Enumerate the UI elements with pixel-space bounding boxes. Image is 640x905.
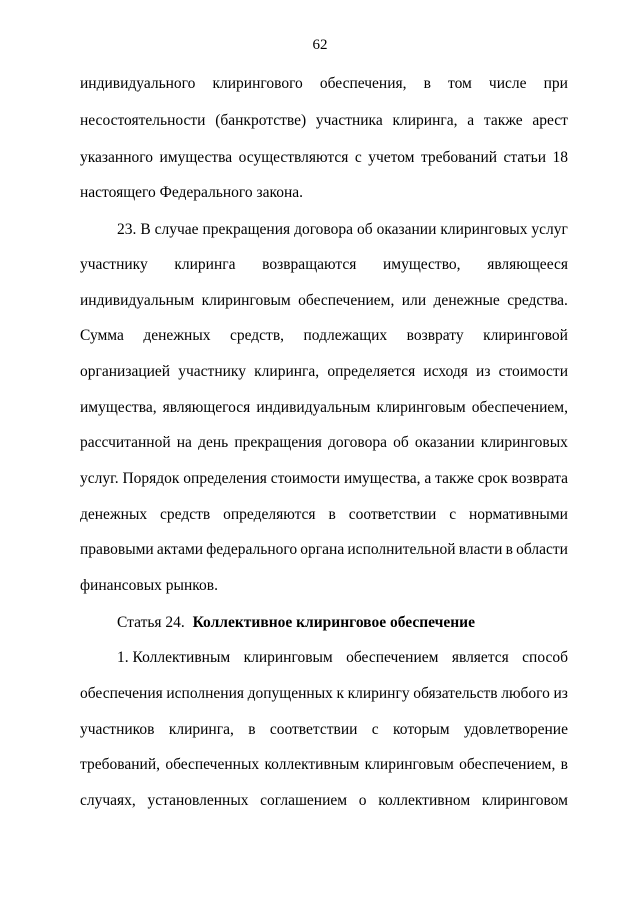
- word: средства.: [507, 292, 568, 309]
- text-line: [80, 469, 568, 489]
- word: возврата: [511, 470, 568, 487]
- word: удовлетворение: [463, 721, 568, 738]
- word: договора: [294, 221, 354, 238]
- word: с: [449, 506, 457, 523]
- word: клирингу: [347, 685, 410, 702]
- word: клиринговым: [364, 756, 454, 773]
- word: участника: [315, 112, 383, 129]
- word: обеспеченных: [165, 756, 260, 773]
- word: средств,: [229, 327, 285, 344]
- word: обеспечения: [80, 685, 163, 702]
- word: при: [543, 75, 568, 92]
- word: стоимости: [270, 470, 341, 487]
- word: 18: [552, 149, 568, 166]
- word: коллективным: [264, 756, 360, 773]
- word: денежных: [80, 506, 148, 523]
- word: которым: [393, 721, 450, 738]
- text-line: [80, 684, 568, 704]
- word: индивидуальным: [80, 292, 195, 309]
- word: рассчитанной: [80, 434, 171, 451]
- word: организацией: [80, 363, 171, 380]
- word: о: [358, 792, 367, 809]
- text-line: [80, 540, 568, 560]
- word: обеспечением,: [298, 292, 395, 309]
- word: клиринга,: [392, 112, 458, 129]
- word: клирингового: [212, 75, 303, 92]
- word: требований,: [80, 756, 160, 773]
- word: клиринговом: [481, 792, 568, 809]
- word: клиринга,: [254, 363, 320, 380]
- word: являющегося: [162, 399, 251, 416]
- paragraph-first-line: [117, 648, 568, 668]
- word: В: [140, 221, 151, 238]
- word: участников: [80, 721, 155, 738]
- word: денежные: [433, 292, 500, 309]
- word: договора: [328, 434, 387, 451]
- word: из: [553, 685, 568, 702]
- word: с: [371, 721, 379, 738]
- word: услуг.: [80, 470, 119, 487]
- text-line: [80, 255, 568, 275]
- word: к: [336, 685, 344, 702]
- word: имущество,: [383, 256, 461, 273]
- word: из: [476, 363, 491, 380]
- word: также: [435, 470, 474, 487]
- text-line: [80, 791, 568, 811]
- word: указанного: [80, 149, 153, 166]
- word: обеспечением,: [471, 399, 568, 416]
- word: статьи: [503, 149, 546, 166]
- word: (банкротстве): [215, 112, 307, 129]
- word: а: [424, 470, 432, 487]
- word: индивидуальным: [256, 399, 371, 416]
- word: об: [356, 221, 373, 238]
- word: установленных: [147, 792, 249, 809]
- word: а: [467, 112, 475, 129]
- word: стоимости: [498, 363, 568, 380]
- word: участнику: [178, 363, 246, 380]
- article-label: Статья 24.: [117, 614, 185, 631]
- word: на: [176, 434, 192, 451]
- word: прекращения: [234, 434, 322, 451]
- word: возвращаются: [262, 256, 357, 273]
- word: обязательств: [413, 685, 498, 702]
- text-line: [80, 398, 568, 418]
- word: соответствии: [269, 721, 358, 738]
- word: клиринговых: [440, 221, 528, 238]
- word: соответствии: [348, 506, 437, 523]
- word: имущества,: [80, 399, 157, 416]
- word: в: [560, 756, 568, 773]
- word: прекращения: [202, 221, 291, 238]
- word: осуществляются: [238, 149, 349, 166]
- word: об: [393, 434, 409, 451]
- word: исполнительной: [347, 541, 456, 558]
- text-line: [80, 720, 568, 740]
- word: клиринговым: [201, 292, 291, 309]
- word: клиринговым: [376, 399, 466, 416]
- word: Порядок: [122, 470, 180, 487]
- word: имущества: [159, 149, 233, 166]
- word: числе: [488, 75, 527, 92]
- word: соглашением: [260, 792, 348, 809]
- word: обеспечением: [346, 649, 439, 666]
- word: 23.: [117, 221, 137, 238]
- text-line: [80, 111, 568, 131]
- word: обеспечения,: [319, 75, 407, 92]
- word: участнику: [80, 256, 148, 273]
- word: в: [328, 506, 336, 523]
- word: возврату: [406, 327, 464, 344]
- word: власти: [458, 541, 503, 558]
- word: исходя: [423, 363, 468, 380]
- word: требований: [420, 149, 498, 166]
- word: коллективном: [378, 792, 471, 809]
- word: нормативными: [468, 506, 568, 523]
- article-heading: [117, 613, 605, 633]
- page-number: 62: [312, 37, 328, 53]
- paragraph-first-line: [117, 220, 568, 240]
- word: клиринговых: [480, 434, 568, 451]
- word: средств: [160, 506, 211, 523]
- word: срок: [477, 470, 508, 487]
- word: Сумма: [80, 327, 124, 344]
- word: определяются: [223, 506, 316, 523]
- word: способ: [522, 649, 568, 666]
- text-line: [80, 433, 568, 453]
- word: или: [401, 292, 427, 309]
- word: день: [198, 434, 229, 451]
- word: индивидуального: [80, 75, 196, 92]
- word: том: [448, 75, 472, 92]
- text-line: [80, 291, 568, 311]
- word: являющееся: [487, 256, 568, 273]
- word: клиринга,: [168, 721, 234, 738]
- word: денежных: [143, 327, 211, 344]
- word: оказании: [376, 221, 437, 238]
- word: исполнения: [166, 685, 245, 702]
- text-line: финансовых рынков.: [80, 577, 218, 594]
- word: является: [451, 649, 509, 666]
- word: учетом: [368, 149, 415, 166]
- word: случае: [154, 221, 199, 238]
- word: правовыми: [80, 541, 154, 558]
- text-line: [80, 148, 568, 168]
- word: клиринга: [174, 256, 236, 273]
- word: допущенных: [247, 685, 333, 702]
- word: обеспечением,: [459, 756, 556, 773]
- word: актами: [156, 541, 204, 558]
- text-line: настоящего Федерального закона.: [80, 184, 304, 201]
- word: федерального: [206, 541, 298, 558]
- text-line: [80, 326, 568, 346]
- word: в: [505, 541, 513, 558]
- text-line: [80, 74, 568, 94]
- word: клиринговым: [243, 649, 333, 666]
- article-title: Коллективное клиринговое обеспечение: [192, 614, 475, 631]
- text-line: [80, 755, 568, 775]
- word: услуг: [531, 221, 568, 238]
- word: арест: [532, 112, 568, 129]
- word: несостоятельности: [80, 112, 206, 129]
- word: с: [354, 149, 362, 166]
- word: области: [516, 541, 568, 558]
- word: случаях,: [80, 792, 136, 809]
- text-line: [80, 362, 568, 382]
- word: в: [248, 721, 256, 738]
- word: также: [483, 112, 523, 129]
- word: в: [423, 75, 431, 92]
- text-line: [80, 505, 568, 525]
- word: определения: [183, 470, 267, 487]
- word: органа: [300, 541, 345, 558]
- word: клиринговой: [483, 327, 568, 344]
- word: определяется: [327, 363, 416, 380]
- word: любого: [501, 685, 550, 702]
- word: подлежащих: [303, 327, 388, 344]
- word: 1. Коллективным: [117, 649, 231, 666]
- word: имущества,: [343, 470, 421, 487]
- word: оказании: [414, 434, 475, 451]
